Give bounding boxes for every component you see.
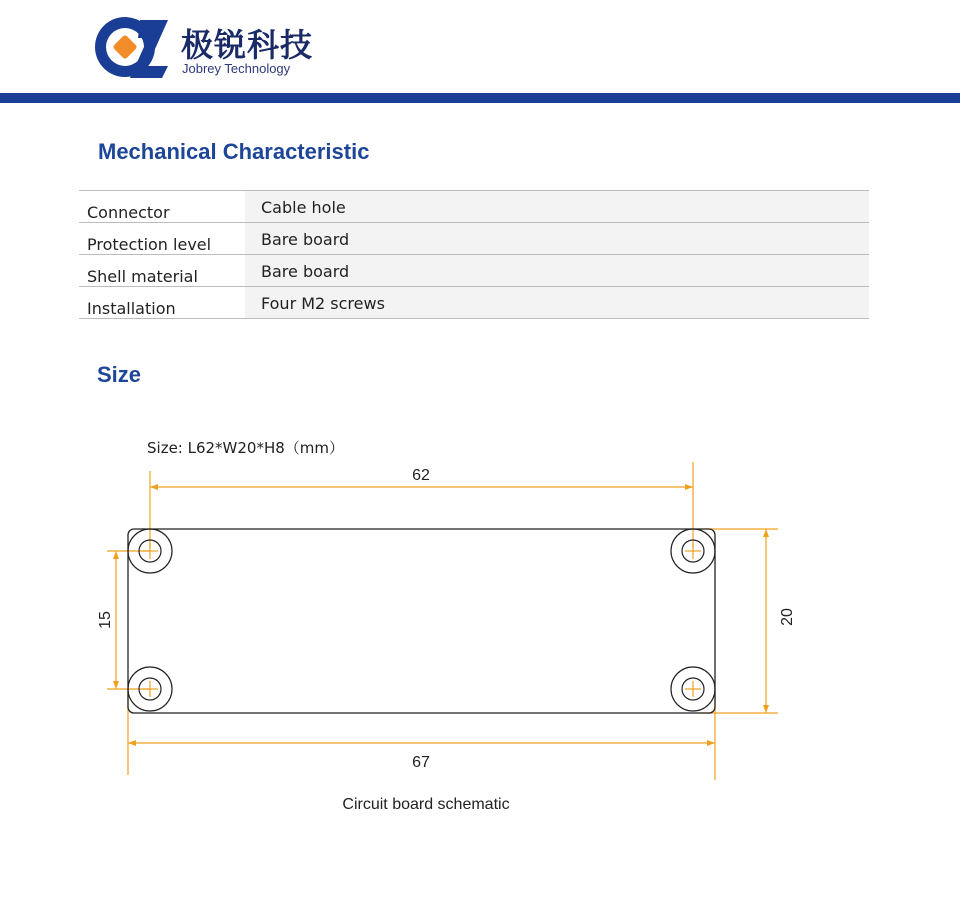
dim-label-67: 67 bbox=[412, 754, 430, 771]
drawing-caption: Circuit board schematic bbox=[342, 796, 510, 813]
spec-value: Four M2 screws bbox=[261, 294, 385, 313]
size-section-title: Size bbox=[97, 362, 142, 387]
spec-label: Installation bbox=[87, 299, 176, 318]
spec-value: Cable hole bbox=[261, 198, 346, 217]
spec-label: Shell material bbox=[87, 267, 198, 286]
dim-label-62: 62 bbox=[412, 467, 430, 484]
spec-label: Protection level bbox=[87, 235, 212, 254]
brand-name-en: Jobrey Technology bbox=[182, 61, 291, 76]
arrowhead bbox=[763, 705, 769, 713]
brand-name-cn: 极锐科技 bbox=[181, 26, 314, 64]
dim-label-20: 20 bbox=[779, 608, 796, 626]
arrowhead bbox=[150, 484, 158, 490]
dim-label-15: 15 bbox=[97, 611, 114, 629]
spec-label: Connector bbox=[87, 203, 170, 222]
arrowhead bbox=[128, 740, 136, 746]
mechanical-section-title: Mechanical Characteristic bbox=[98, 139, 370, 164]
board-outline bbox=[128, 529, 715, 713]
size-spec-text: Size: L62*W20*H8（mm） bbox=[147, 439, 345, 457]
arrowhead bbox=[113, 681, 119, 689]
arrowhead bbox=[763, 529, 769, 537]
arrowhead bbox=[685, 484, 693, 490]
spec-value: Bare board bbox=[261, 230, 350, 249]
arrowhead bbox=[113, 551, 119, 559]
spec-value: Bare board bbox=[261, 262, 350, 281]
arrowhead bbox=[707, 740, 715, 746]
